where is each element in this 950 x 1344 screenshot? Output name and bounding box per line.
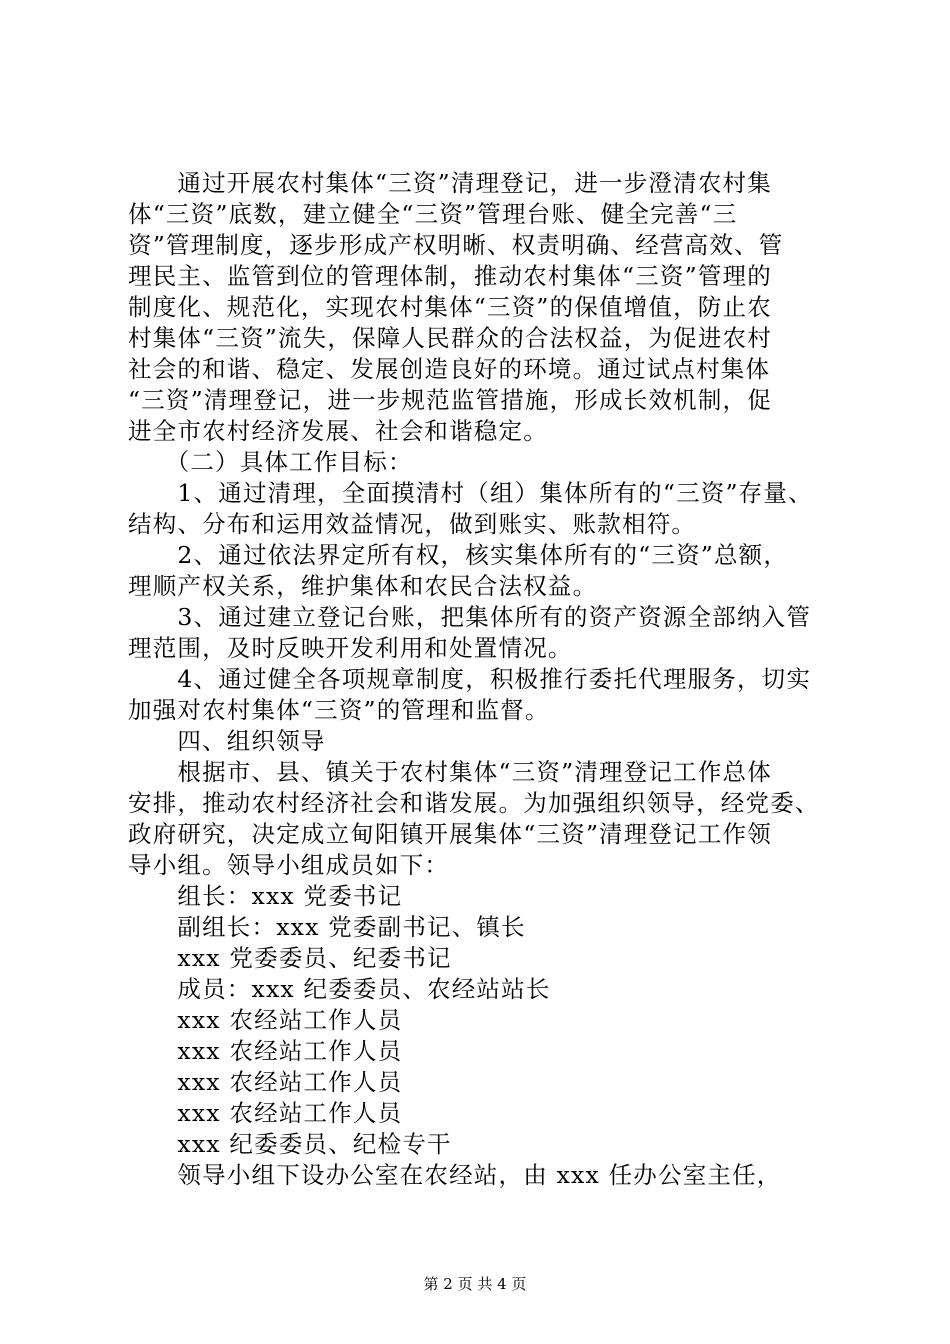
text-line-5: 制度化、规范化，实现农村集体“三资”的保值增值，防止农 [128,293,772,321]
organization-line-1: 根据市、县、镇关于农村集体“三资”清理登记工作总体 [128,758,772,786]
member-3: xxx 农经站工作人员 [128,1037,403,1065]
goal-1-line-2: 结构、分布和运用效益情况，做到账实、账款相符。 [128,510,697,538]
member-5: xxx 农经站工作人员 [128,1099,403,1127]
section-heading-specific-goals: （二）具体工作目标： [128,448,413,476]
text-line-3: 资”管理制度，逐步形成产权明晰、权责明确、经营高效、管 [128,231,784,259]
text-line-6: 村集体“三资”流失，保障人民群众的合法权益，为促进农村 [128,324,772,352]
text-line-1: 通过开展农村集体“三资”清理登记，进一步澄清农村集 [128,169,772,197]
goal-2-line-1: 2、通过依法界定所有权，核实集体所有的“三资”总额， [128,541,789,569]
text-line-7: 社会的和谐、稳定、发展创造良好的环境。通过试点村集体 [128,355,771,383]
member-6: xxx 纪委委员、纪检专干 [128,1130,452,1158]
text-line-4: 理民主、监管到位的管理体制，推动农村集体“三资”管理的 [128,262,772,290]
member-1: 成员：xxx 纪委委员、农经站站长 [128,975,551,1003]
member-2: xxx 农经站工作人员 [128,1006,403,1034]
goal-4-line-2: 加强对农村集体“三资”的管理和监督。 [128,696,550,724]
goal-4-line-1: 4、通过健全各项规章制度，积极推行委托代理服务，切实 [128,665,812,693]
member-leader: 组长：xxx 党委书记 [128,882,403,910]
organization-line-2: 安排，推动农村经济社会和谐发展。为加强组织领导，经党委、 [128,789,820,817]
goal-2-line-2: 理顺产权关系，维护集体和农民合法权益。 [128,572,598,600]
goal-1-line-1: 1、通过清理，全面摸清村（组）集体所有的“三资”存量、 [128,479,813,507]
organization-line-4: 导小组。领导小组成员如下： [128,851,450,879]
section-heading-organization: 四、组织领导 [128,727,326,755]
member-4: xxx 农经站工作人员 [128,1068,403,1096]
text-line-2: 体“三资”底数，建立健全“三资”管理台账、健全完善“三 [128,200,738,228]
text-line-8: “三资”清理登记，进一步规范监管措施，形成长效机制，促 [128,386,772,414]
office-line-1: 领导小组下设办公室在农经站，由 xxx 任办公室主任， [128,1161,782,1189]
member-deputy-leader-2: xxx 党委委员、纪委书记 [128,944,452,972]
text-line-9: 进全市农村经济发展、社会和谐稳定。 [128,417,548,445]
goal-3-line-1: 3、通过建立登记台账，把集体所有的资产资源全部纳入管 [128,603,812,631]
document-body [128,168,840,1191]
organization-line-3: 政府研究，决定成立甸阳镇开展集体“三资”清理登记工作领 [128,820,772,848]
goal-3-line-2: 理范围，及时反映开发利用和处置情况。 [128,634,573,662]
page-number-footer: 第 2 页 共 4 页 [423,1275,527,1293]
member-deputy-leader: 副组长：xxx 党委副书记、镇长 [128,913,526,941]
